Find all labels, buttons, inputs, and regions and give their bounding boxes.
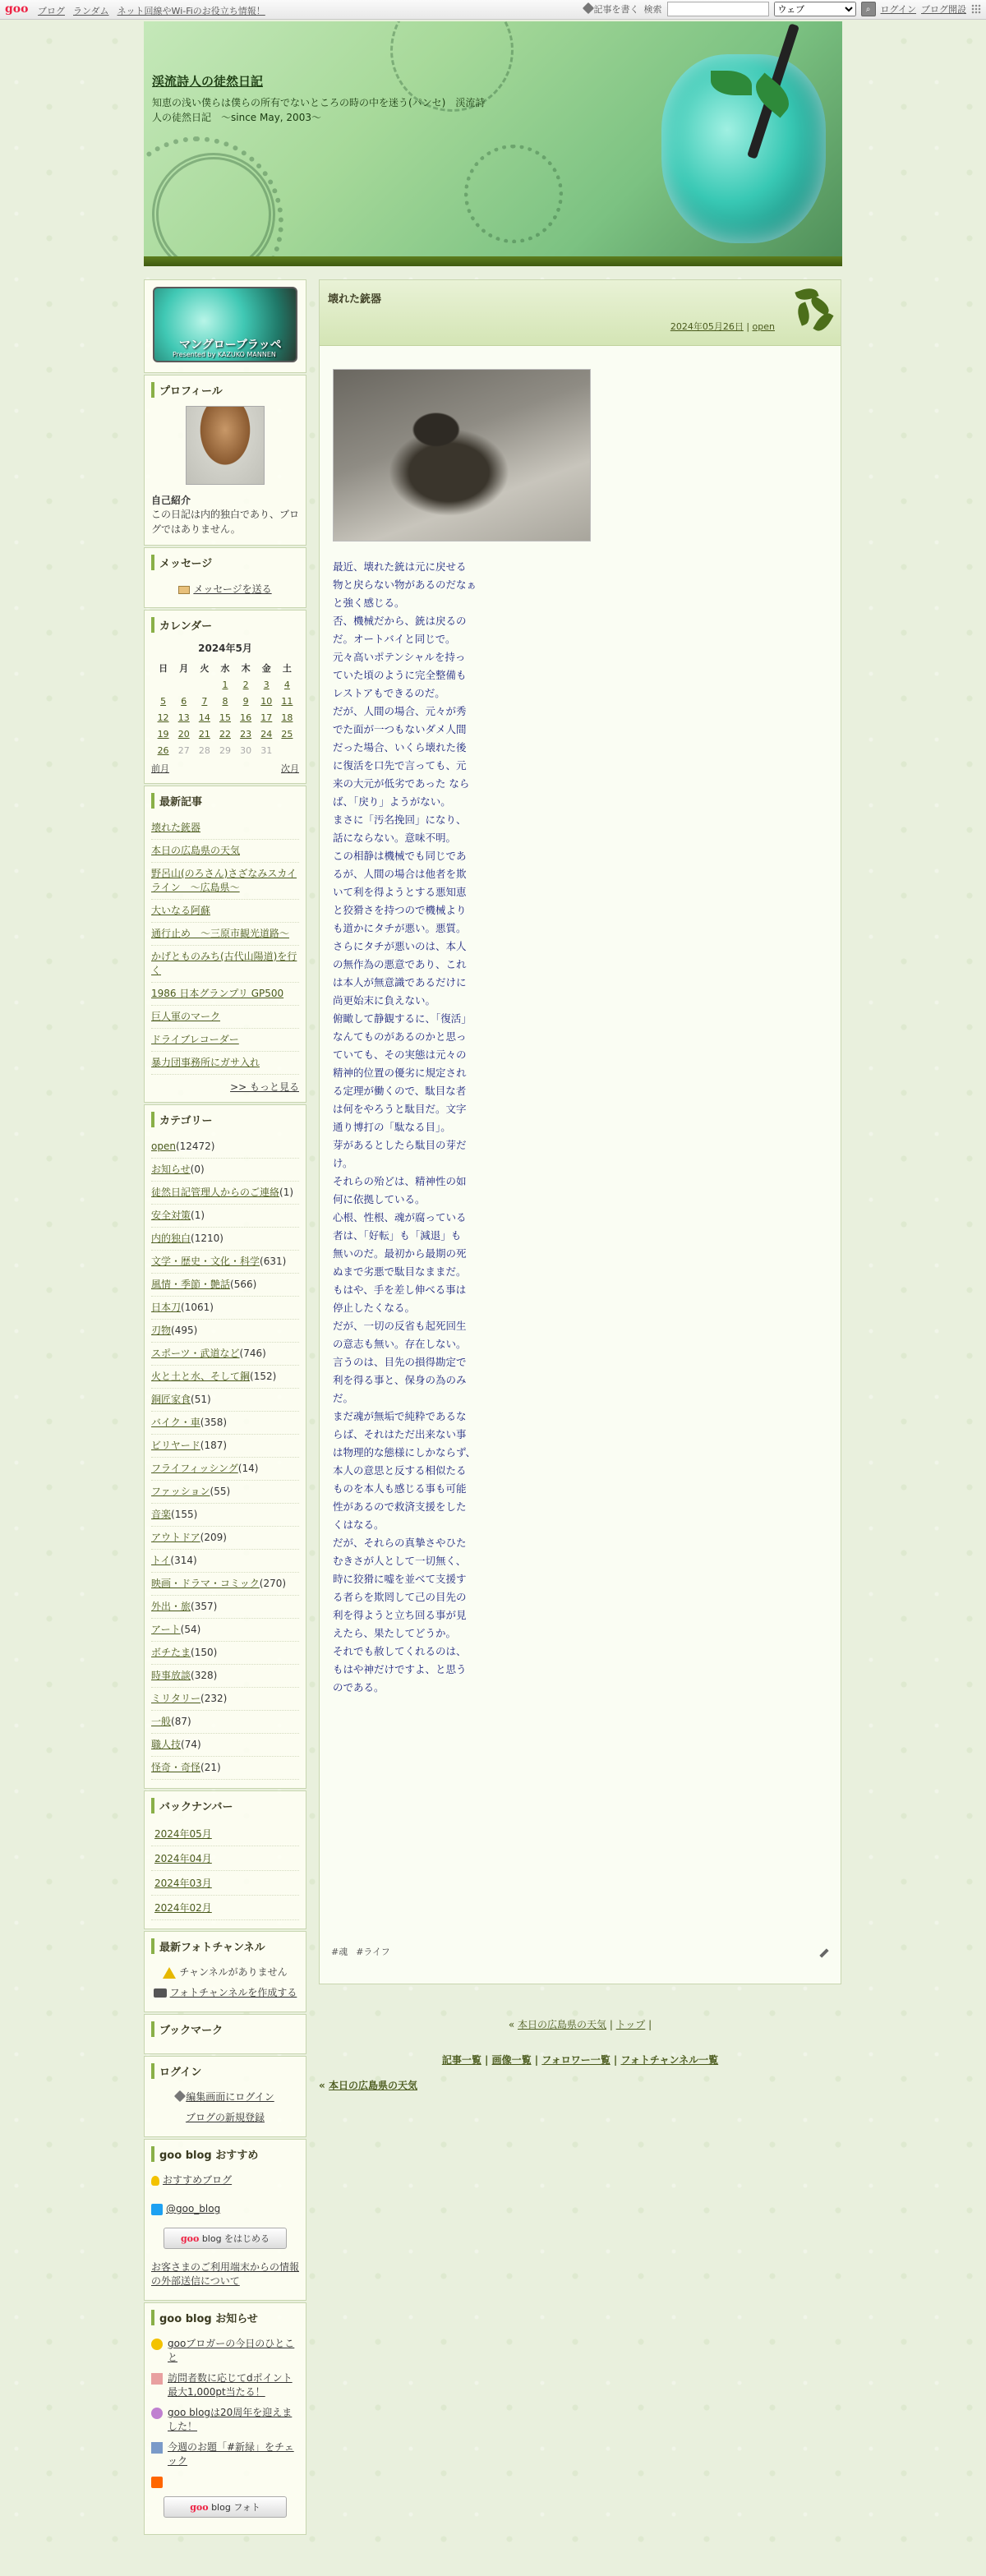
article-header <box>320 280 841 346</box>
message-heading: メッセージ <box>151 555 299 570</box>
calendar-day: 29 <box>219 744 231 756</box>
category-count: (328) <box>191 1670 218 1681</box>
recent-article-link[interactable]: 野呂山(のろさん)さざなみスカイライン ～広島県～ <box>151 863 299 900</box>
login-link[interactable]: ログイン <box>880 4 916 15</box>
category-link[interactable]: トイ <box>151 1555 171 1566</box>
prev-article-link[interactable]: 本日の広島県の天気 <box>517 2019 606 2030</box>
calendar-day: 31 <box>260 744 273 756</box>
blog-title[interactable]: 渓流詩人の徒然日記 <box>152 74 264 89</box>
recommend-blog-link[interactable] <box>151 2170 299 2191</box>
calendar-day[interactable]: 6 <box>181 695 187 707</box>
recent-heading: 最新記事 <box>151 793 299 809</box>
intro-label: 自己紹介 <box>151 495 191 506</box>
soldier-rifle-photo[interactable] <box>333 369 591 541</box>
category-count: (155) <box>171 1509 198 1520</box>
goo-link-random[interactable]: ランダム <box>73 6 109 16</box>
calendar-day[interactable]: 3 <box>263 679 270 690</box>
category-link[interactable]: 刃物 <box>151 1325 172 1336</box>
category-item <box>151 1596 299 1619</box>
news-item-label: 訪問者数に応じてdポイント最大1,000pt当たる！ <box>168 2372 293 2398</box>
category-count: (152) <box>250 1371 277 1382</box>
register-blog-link[interactable]: ブログの新規登録 <box>185 2112 265 2123</box>
category-count: (631) <box>260 1256 287 1267</box>
recommend-heading: goo blog おすすめ <box>151 2146 299 2162</box>
edit-login-label: 編集画面にログイン <box>186 2091 274 2103</box>
recent-article-link[interactable]: 大いなる阿蘇 <box>151 900 299 923</box>
weekday: 水 <box>220 663 230 674</box>
news-item[interactable] <box>151 2368 299 2403</box>
weekday: 火 <box>200 663 210 674</box>
recommend-section <box>144 2139 306 2301</box>
category-link[interactable]: 内的独白 <box>151 1233 191 1244</box>
start-blog-button[interactable] <box>164 2228 287 2249</box>
calendar-day[interactable]: 1 <box>222 679 228 690</box>
megaphone-icon <box>151 2442 163 2454</box>
category-count: (495) <box>171 1325 198 1336</box>
recent-article-link[interactable]: ドライブレコーダー <box>151 1029 299 1052</box>
points-icon <box>151 2373 163 2385</box>
profile-banner-image <box>153 287 297 362</box>
prev-top-nav: « 本日の広島県の天気 | トップ | <box>508 2019 652 2030</box>
news-item[interactable] <box>151 2437 299 2472</box>
calendar-day[interactable]: 23 <box>240 728 252 740</box>
goo-right-tools <box>584 2 981 16</box>
category-item <box>151 1343 299 1366</box>
profile-heading: プロフィール <box>151 382 299 398</box>
calendar-day[interactable]: 9 <box>242 695 249 707</box>
send-message-label: メッセージを送る <box>193 583 272 595</box>
category-count: (21) <box>200 1762 221 1773</box>
camera-icon <box>154 1988 167 1998</box>
calendar-next-link[interactable]: 次月 <box>281 763 299 774</box>
calendar-nav <box>151 762 299 775</box>
category-item <box>151 1504 299 1527</box>
category-link[interactable]: 映画・ドラマ・コミック <box>151 1578 260 1589</box>
category-link[interactable]: 時事放談 <box>151 1670 191 1681</box>
recent-article-link[interactable]: 暴力団事務所にガサ入れ <box>151 1052 299 1075</box>
profile-box <box>144 279 306 373</box>
backnumber-link[interactable]: 2024年05月 <box>151 1822 299 1846</box>
category-count: (55) <box>210 1486 231 1497</box>
twitter-label: @goo_blog <box>166 2203 221 2214</box>
calendar-day[interactable]: 24 <box>260 728 273 740</box>
calendar-day[interactable]: 10 <box>260 695 273 707</box>
photochannel-section <box>144 1931 306 2012</box>
category-link[interactable]: ビリヤード <box>151 1440 200 1451</box>
lace-ornament <box>464 145 563 243</box>
no-channel-text: チャンネルがありません <box>179 1966 288 1978</box>
calendar-day[interactable]: 22 <box>219 728 231 740</box>
login-section <box>144 2056 306 2137</box>
sidebar <box>144 279 306 2537</box>
backnumber-heading: バックナンバー <box>151 1798 299 1813</box>
category-link[interactable]: 銅匠家食 <box>151 1394 191 1405</box>
prev-arrow: « <box>319 2080 325 2091</box>
category-item <box>151 1573 299 1596</box>
calendar-day: 27 <box>177 744 190 756</box>
category-link[interactable]: 職人技 <box>151 1739 182 1750</box>
category-link[interactable]: アウトドア <box>151 1532 200 1543</box>
warning-icon <box>163 1967 176 1979</box>
article-meta: 2024年05月26日 | open <box>670 321 775 332</box>
intro-text: この日記は内的独白であり、ブログではありません。 <box>151 509 300 535</box>
category-link[interactable]: ミリタリー <box>151 1693 201 1704</box>
article-date-link[interactable]: 2024年05月26日 <box>670 321 744 332</box>
recent-article-link[interactable]: 巨人軍のマーク <box>151 1006 299 1029</box>
category-link[interactable]: 文学・歴史・文化・科学 <box>151 1256 260 1267</box>
calendar-table <box>153 660 297 758</box>
follower-list-link[interactable]: フォロワー一覧 <box>541 2054 610 2066</box>
bookmark-heading: ブックマーク <box>151 2021 299 2037</box>
leaf-ornament-icon <box>780 280 837 338</box>
calendar-day[interactable]: 25 <box>281 728 293 740</box>
write-article-label: 記事を書く <box>593 4 639 15</box>
categories-section <box>144 1104 306 1789</box>
edit-pencil-icon[interactable] <box>819 1948 828 1957</box>
recent-article-link[interactable]: 1986 日本グランプリ GP500 <box>151 983 299 1006</box>
list-links: 記事一覧 | 画像一覧 | フォロワー一覧 | フォトチャンネル一覧 <box>441 2054 719 2066</box>
bookmark-section <box>144 2014 306 2054</box>
news-item[interactable] <box>151 2334 299 2368</box>
goo-photo-label: blog フォト <box>211 2502 260 2513</box>
category-item <box>151 1320 299 1343</box>
calendar-heading: カレンダー <box>151 617 299 633</box>
weekday: 土 <box>282 663 292 674</box>
pencil-icon <box>582 2 593 14</box>
calendar-day[interactable]: 17 <box>260 712 273 723</box>
calendar-day[interactable]: 20 <box>177 728 190 740</box>
category-item <box>151 1274 299 1297</box>
calendar-day[interactable]: 2 <box>242 679 249 690</box>
no-channel-notice <box>151 1962 299 1983</box>
article-category-link[interactable]: open <box>752 321 775 332</box>
category-count: (232) <box>200 1693 228 1704</box>
category-link[interactable]: 火と土と水、そして鋼 <box>151 1371 251 1382</box>
category-link[interactable]: 一般 <box>151 1716 172 1727</box>
calendar-day[interactable]: 26 <box>157 744 169 756</box>
top-link[interactable]: トップ <box>615 2019 646 2030</box>
category-count: (746) <box>239 1348 266 1359</box>
category-count: (1) <box>279 1187 294 1198</box>
category-link[interactable]: お知らせ <box>151 1164 191 1175</box>
category-count: (14) <box>237 1463 259 1474</box>
category-item <box>151 1550 299 1573</box>
category-link[interactable]: フライフィッシング <box>151 1463 238 1474</box>
category-item <box>151 1619 299 1642</box>
weekday: 月 <box>179 663 189 674</box>
category-count: (357) <box>191 1601 218 1612</box>
blog-description: 知恵の浅い僕らは僕らの所有でないところの時の中を迷う(パンセ) 渓流詩人の徒然日記 ～since May, 2003～ <box>152 97 486 123</box>
news-item-label: gooブロガーの今日のひとこと <box>168 2338 295 2363</box>
tag-link[interactable]: #ライフ <box>356 1947 390 1957</box>
open-blog-link[interactable]: ブログ開設 <box>921 4 966 15</box>
more-articles-link[interactable]: >> もっと見る <box>230 1081 299 1093</box>
apps-grid-icon[interactable] <box>971 4 981 14</box>
category-item <box>151 1297 299 1320</box>
twitter-icon <box>151 2204 163 2215</box>
sparkle-icon <box>151 2339 163 2350</box>
recommend-blog-label: おすすめブログ <box>163 2174 233 2186</box>
lightbulb-icon <box>151 2176 159 2186</box>
category-count: (87) <box>171 1716 191 1727</box>
goo-link-net[interactable]: ネット回線やWi-Fiのお役立ち情報！ <box>117 6 265 16</box>
calendar-day[interactable]: 12 <box>157 712 169 723</box>
send-message-link[interactable] <box>151 578 299 599</box>
category-count: (1) <box>191 1210 205 1221</box>
calendar-prev-link[interactable]: 前月 <box>151 763 169 774</box>
write-article-link[interactable] <box>584 2 639 16</box>
goo-toolbar <box>0 0 986 20</box>
recent-article-link[interactable]: 本日の広島県の天気 <box>151 840 299 863</box>
news-section <box>144 2302 306 2535</box>
article-title: 壊れた銃器 <box>328 293 382 306</box>
category-count: (358) <box>200 1417 228 1428</box>
category-link[interactable]: 怪奇・奇怪 <box>151 1762 201 1773</box>
category-count: (1061) <box>181 1302 214 1313</box>
category-count: (74) <box>181 1739 201 1750</box>
recent-article-link[interactable]: かげとものみち(古代山陽道)を行く <box>151 946 299 983</box>
tag-link[interactable]: #魂 <box>331 1947 348 1957</box>
categories-heading: カテゴリー <box>151 1112 299 1127</box>
category-item <box>151 1711 299 1734</box>
category-link[interactable]: ボチたま <box>151 1647 191 1658</box>
calendar-day[interactable]: 14 <box>198 712 210 723</box>
weekday: 金 <box>261 663 271 674</box>
goo-photo-button[interactable] <box>164 2496 287 2518</box>
calendar-day: 30 <box>240 744 252 756</box>
backnumber-link[interactable]: 2024年02月 <box>151 1896 299 1920</box>
calendar-day[interactable]: 4 <box>283 679 290 690</box>
calendar-day[interactable]: 5 <box>160 695 167 707</box>
recent-article-link[interactable]: 壊れた銃器 <box>151 817 299 840</box>
music-note-icon <box>151 2408 163 2419</box>
goo-nav-links <box>38 4 265 17</box>
calendar-day: 28 <box>198 744 210 756</box>
category-item <box>151 1435 299 1458</box>
start-blog-label: blog をはじめる <box>201 2233 270 2244</box>
photochannel-list-link[interactable]: フォトチャンネル一覧 <box>620 2054 719 2066</box>
search-label: 検索 <box>643 4 662 15</box>
news-heading: goo blog お知らせ <box>151 2310 299 2325</box>
category-item <box>151 1205 299 1228</box>
category-count: (209) <box>200 1532 227 1543</box>
article-body: 最近、壊れた銃は元に戻せる 物と戻らない物があるのだなぁ と強く感じる。 否、機械だから、銃は戻るの だ。オートバイと同じで。 元々高いポテンシャルを持っ ていた頃のように完全整備も レストアもできるのだ。 だが、人間の場合、元々が秀 でた面が一つもないダメ人間 だった場合、いくら壊れた後 に復活を口先で言っても、元 来の大元が低劣であった なら ば、「戻り」ようがない。 まさに「汚名挽回」になり、 話にならない。意味不明。 この相静は機械でも同じであ るが、人間の場合は他者を欺 いて利を得ようとする悪知恵 と狡猾さを持つので機械より も道かにタチが悪い。悪質。 さらにタチが悪いのは、本人 の無作為の悪意であり、これ は本人が無意識であるだけに 尚更始末に負えない。 俯瞰して静観するに、「復活」 なんてものがあるのかと思っ ていても、その実態は元々の 精神的位置の優劣に規定され る定理が働くので、駄目な者 は何をやろうと駄目だ。文字 通り博打の「駄なる目」。 芽があるとしたら駄目の芽だ け。 それらの殆どは、精神性の如 何に依拠している。 心根、性根、魂が腐っている 者は、「好転」も「減退」も 無いのだ。最初から最期の死 ぬまで劣悪で駄目なままだ。 もはや、手を差し伸べる事は 停止したくなる。 だが、一切の反省も起死回生 の意志も無い。存在しない。 言うのは、目先の損得勘定で 利を得る事と、保身の為のみ だ。 まだ魂が無垢で純粋であるな らば、それはただ出来ない事 は物理的な態様にしかならず、 本人の意思と反する相似たる ものを本人も感じる事も可能 性があるので救済支援をした くはなる。 だが、それらの真摯さやひた むきさが人として一切無く、 時に狡猾に嘘を並べて支援す る者らを欺罔して己の目先の 利を得ようと立ち回る事が見 えたら、果たしてどうか。 それでも赦してくれるのは、 もはや神だけですよ、と思う のである。 <box>333 560 477 1694</box>
edit-login-link[interactable] <box>151 2087 299 2108</box>
category-item <box>151 1366 299 1389</box>
create-photochannel-link[interactable] <box>151 1983 299 2003</box>
category-link[interactable]: 徒然日記管理人からのご連絡 <box>151 1187 280 1198</box>
category-item <box>151 1527 299 1550</box>
category-count: (51) <box>191 1394 211 1405</box>
recent-articles-section <box>144 786 306 1103</box>
calendar-day[interactable]: 18 <box>281 712 293 723</box>
calendar-day[interactable]: 8 <box>222 695 228 707</box>
goo-logo-small: goo <box>180 2233 200 2244</box>
calendar-day[interactable]: 16 <box>240 712 252 723</box>
category-item <box>151 1688 299 1711</box>
category-item <box>151 1182 299 1205</box>
news-item-label: goo blogは20周年を迎えました！ <box>168 2407 293 2432</box>
backnumber-link[interactable]: 2024年03月 <box>151 1871 299 1896</box>
avatar <box>186 406 265 485</box>
bottom-prev-article-link[interactable]: 本日の広島県の天気 <box>328 2080 417 2091</box>
category-item <box>151 1642 299 1665</box>
footer-navigation <box>319 2017 841 2092</box>
create-photochannel-label: フォトチャンネルを作成する <box>169 1987 297 1998</box>
category-link[interactable]: バイク・車 <box>151 1417 200 1428</box>
category-count: (150) <box>191 1647 218 1658</box>
banner-title: マングローブラッペ <box>179 339 282 352</box>
calendar-day[interactable]: 7 <box>201 695 208 707</box>
category-item <box>151 1734 299 1757</box>
external-transmission-link[interactable]: お客さまのご利用端末からの情報の外部送信について <box>151 2261 300 2287</box>
calendar-day[interactable]: 15 <box>219 712 231 723</box>
banner-subtitle: Presented by KAZUKO MANNEN <box>173 351 276 358</box>
article-tags <box>331 1945 390 1958</box>
twitter-link[interactable] <box>151 2199 299 2219</box>
category-link[interactable]: ファッション <box>151 1486 210 1497</box>
goo-link-blog[interactable]: ブログ <box>38 6 65 16</box>
article-list-link[interactable]: 記事一覧 <box>441 2054 481 2066</box>
category-item <box>151 1665 299 1688</box>
news-item[interactable] <box>151 2403 299 2437</box>
category-link[interactable]: 音楽 <box>151 1509 172 1520</box>
category-link[interactable]: open <box>151 1141 176 1152</box>
category-link[interactable]: 日本刀 <box>151 1302 182 1313</box>
category-count: (566) <box>230 1279 257 1290</box>
blog-header <box>144 21 842 256</box>
image-list-link[interactable]: 画像一覧 <box>491 2054 532 2066</box>
backnumber-link[interactable]: 2024年04月 <box>151 1846 299 1871</box>
category-item <box>151 1412 299 1435</box>
search-input[interactable] <box>667 2 769 16</box>
pencil-icon <box>174 2090 186 2102</box>
recent-article-link[interactable]: 通行止め ～三原市観光道路～ <box>151 923 299 946</box>
search-scope-select[interactable] <box>774 2 856 16</box>
category-count: (54) <box>180 1624 201 1635</box>
weekday: 木 <box>241 663 251 674</box>
login-heading: ログイン <box>151 2063 299 2079</box>
calendar-day[interactable]: 19 <box>157 728 169 740</box>
goo-logo-small: goo <box>190 2502 209 2513</box>
category-item <box>151 1136 299 1159</box>
category-item <box>151 1251 299 1274</box>
news-item-label: 今週のお題「#新緑」をチェック <box>168 2441 294 2467</box>
backnumber-section <box>144 1790 306 1929</box>
article-container <box>319 279 841 1984</box>
category-link[interactable]: アート <box>151 1624 181 1635</box>
category-count: (314) <box>170 1555 197 1566</box>
goo-logo[interactable]: goo <box>5 2 29 16</box>
category-item <box>151 1159 299 1182</box>
profile-section <box>144 375 306 546</box>
calendar-day[interactable]: 13 <box>177 712 190 723</box>
category-item <box>151 1228 299 1251</box>
bottom-prev-nav <box>319 2078 841 2092</box>
category-link[interactable]: 外出・旅 <box>151 1601 191 1612</box>
calendar-month: 2024年5月 <box>198 643 252 654</box>
header-divider <box>144 256 842 266</box>
search-button[interactable]: ⌕ <box>861 2 876 16</box>
calendar-day[interactable]: 11 <box>281 695 293 707</box>
category-count: (12472) <box>175 1141 215 1152</box>
calendar-day[interactable]: 21 <box>198 728 210 740</box>
category-item <box>151 1757 299 1780</box>
photochannel-heading: 最新フォトチャンネル <box>151 1938 299 1954</box>
category-count: (0) <box>190 1164 205 1175</box>
weekday: 日 <box>159 663 168 674</box>
category-count: (1210) <box>191 1233 223 1244</box>
category-count: (187) <box>200 1440 228 1451</box>
envelope-icon <box>178 586 190 594</box>
prev-arrow: « <box>508 2019 515 2030</box>
category-item <box>151 1389 299 1412</box>
category-link[interactable]: 安全対策 <box>151 1210 191 1221</box>
category-link[interactable]: 風情・季節・艶話 <box>151 1279 231 1290</box>
calendar-section <box>144 610 306 784</box>
category-count: (270) <box>259 1578 287 1589</box>
rss-icon[interactable] <box>151 2477 163 2488</box>
message-section <box>144 547 306 608</box>
category-item <box>151 1458 299 1481</box>
category-item <box>151 1481 299 1504</box>
category-link[interactable]: スポーツ・武道など <box>151 1348 240 1359</box>
